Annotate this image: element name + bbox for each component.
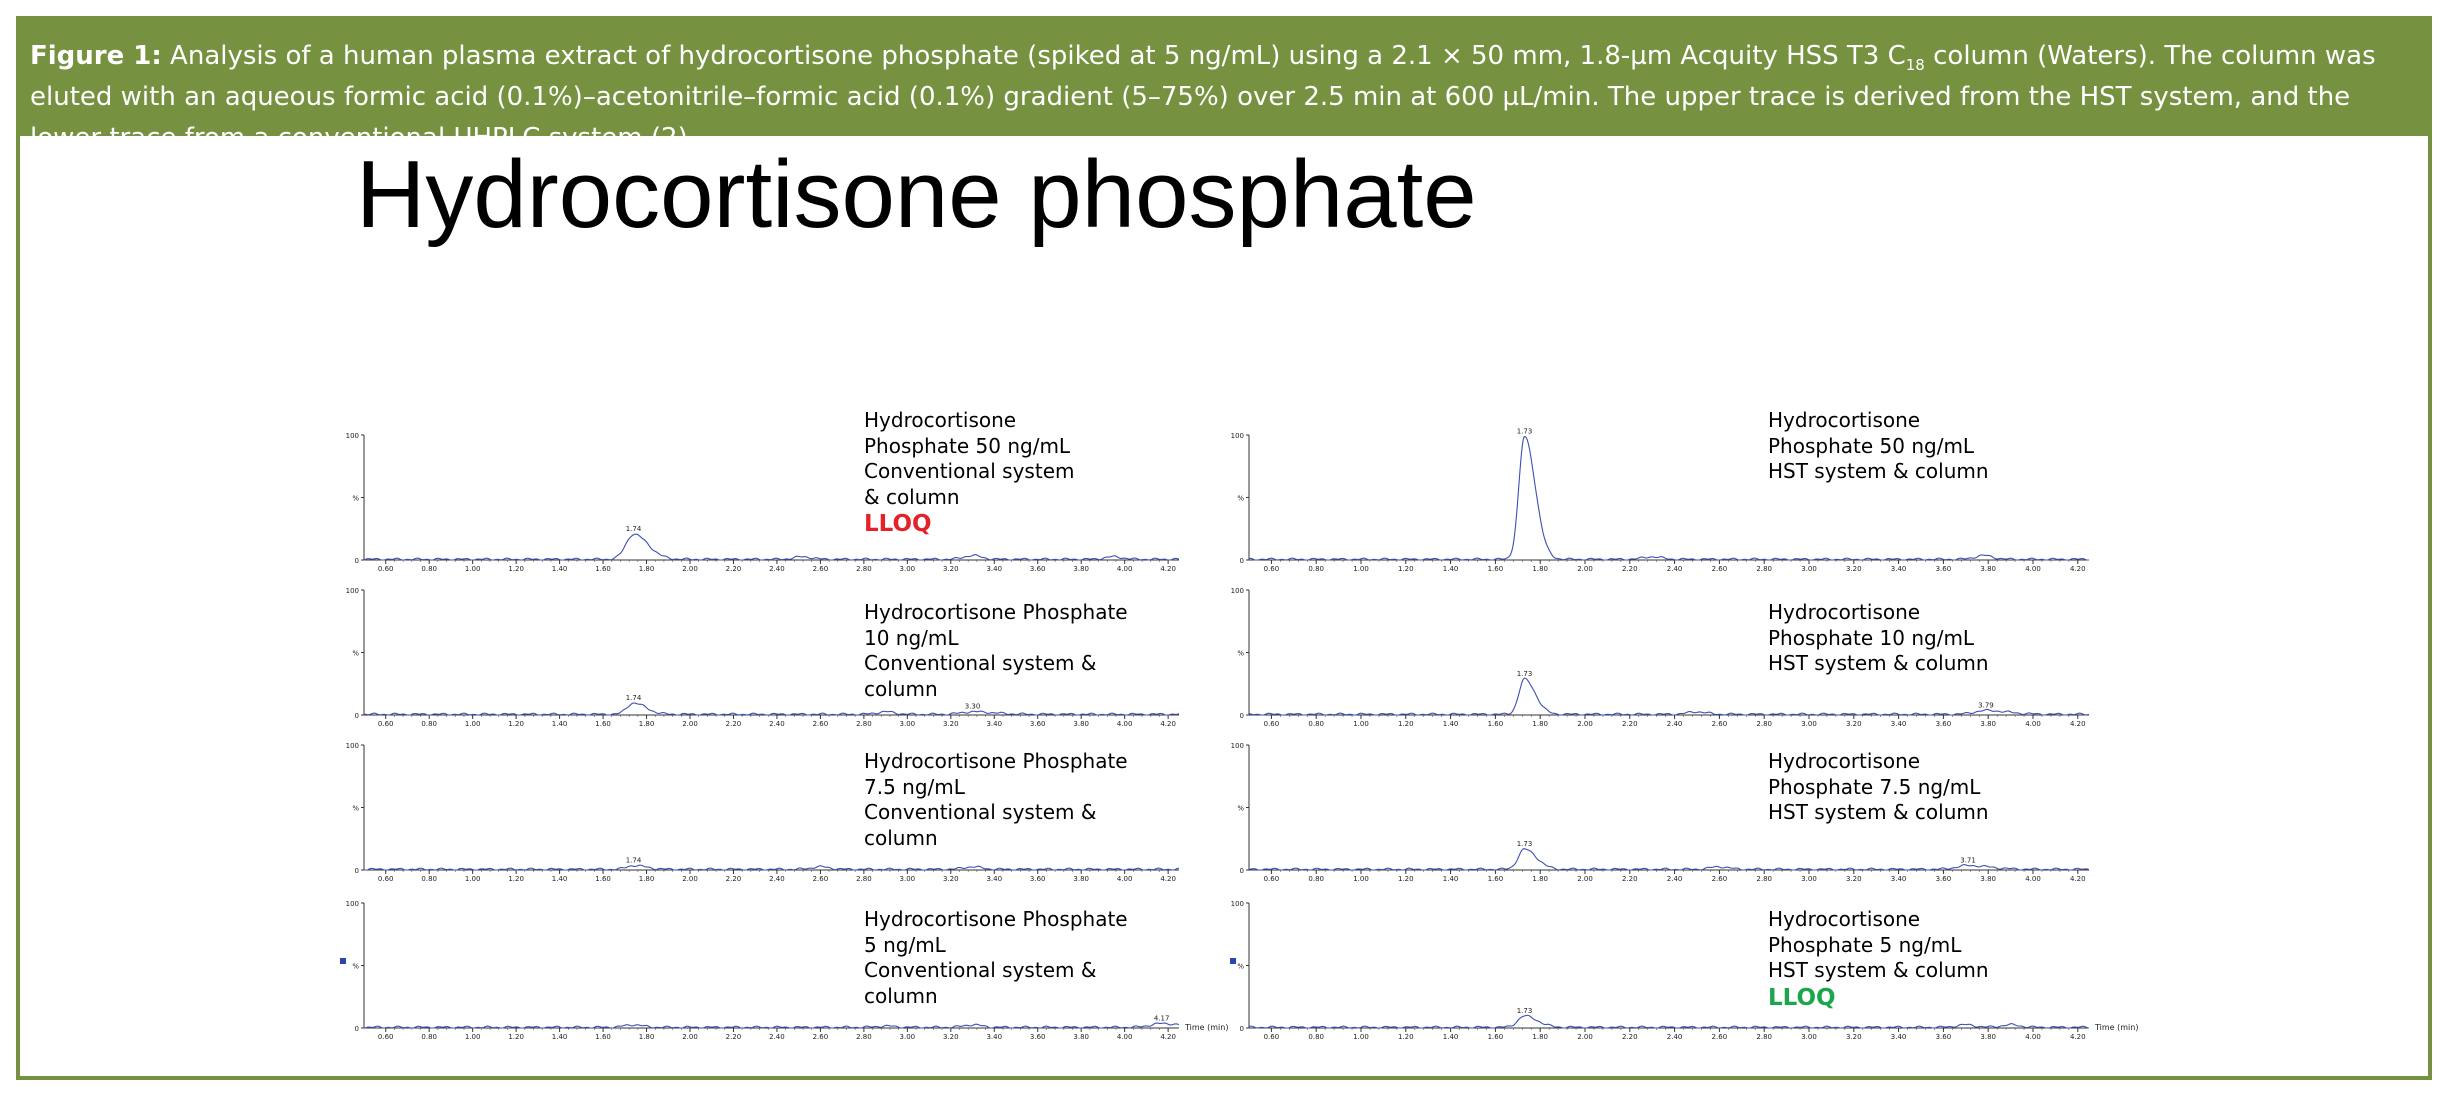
x-tick-label: 3.00: [899, 565, 916, 573]
x-tick-label: 2.00: [1577, 875, 1593, 883]
peak-label: 3.71: [1960, 856, 1976, 865]
x-tick-label: 4.00: [1116, 720, 1133, 728]
x-tick-label: 2.20: [725, 1033, 742, 1041]
x-tick-label: 2.80: [1756, 1033, 1772, 1041]
peak-label: 1.73: [1516, 840, 1533, 848]
x-tick-label: 0.80: [421, 720, 437, 728]
chromatogram-trace: [364, 1023, 1179, 1028]
chromatogram-trace: [1249, 678, 2089, 715]
x-tick-label: 3.60: [1935, 1033, 1952, 1041]
panel-label-line: Phosphate 7.5 ng/mL: [1768, 774, 1981, 799]
panel-label-line: Hydrocortisone Phosphate: [864, 600, 1128, 624]
chromatogram-trace: [1249, 1015, 2089, 1028]
panel-label-line: & column: [864, 484, 960, 509]
y-tick-label: 100: [345, 900, 359, 908]
x-tick-label: 3.60: [1029, 565, 1046, 573]
x-tick-label: 1.20: [1398, 875, 1414, 883]
x-tick-label: 3.40: [1890, 1033, 1907, 1041]
figure-title: Hydrocortisone phosphate: [356, 141, 1477, 248]
caption-label: Figure 1:: [30, 41, 162, 71]
panel-label-line: Hydrocortisone: [1768, 600, 1921, 624]
chromatogram-trace: [364, 534, 1179, 560]
x-tick-label: 4.20: [2070, 565, 2086, 573]
y-tick-label: %: [352, 962, 359, 971]
chromatogram-trace: [364, 703, 1179, 715]
panel-label-line: Phosphate 50 ng/mL: [1768, 433, 1975, 458]
x-tick-label: 2.00: [682, 875, 698, 883]
x-tick-label: 1.20: [508, 565, 524, 573]
x-tick-label: 3.20: [943, 565, 959, 573]
y-tick-label: %: [352, 494, 359, 503]
y-tick-label: 100: [345, 742, 359, 750]
x-tick-label: 1.00: [1353, 720, 1369, 728]
x-tick-label: 0.60: [1263, 1033, 1280, 1041]
x-tick-label: 4.20: [2070, 875, 2086, 883]
y-tick-label: 100: [1230, 742, 1244, 750]
peak-label: 1.73: [1516, 670, 1533, 678]
x-tick-label: 1.80: [1532, 565, 1548, 573]
x-tick-label: 2.40: [769, 720, 785, 728]
y-tick-label: 0: [354, 557, 359, 565]
x-tick-label: 2.60: [1711, 1033, 1728, 1041]
x-tick-label: 1.60: [595, 565, 611, 573]
x-tick-label: 2.60: [1711, 720, 1728, 728]
x-tick-label: 2.60: [812, 565, 829, 573]
x-tick-label: 4.20: [1160, 875, 1176, 883]
x-tick-label: 3.80: [1073, 720, 1089, 728]
panel-label-6: [1768, 749, 2088, 826]
x-tick-label: 2.60: [812, 720, 829, 728]
x-tick-label: 2.20: [1622, 720, 1638, 728]
x-tick-label: 3.00: [1801, 565, 1817, 573]
panel-label-line: HST system & column: [1768, 958, 1989, 982]
x-tick-label: 3.60: [1029, 875, 1046, 883]
panel-label-line: HST system & column: [1768, 800, 1989, 824]
panel-label-line: Phosphate 50 ng/mL: [864, 433, 1071, 458]
x-tick-label: 3.40: [986, 565, 1003, 573]
x-tick-label: 3.60: [1935, 875, 1952, 883]
x-tick-label: 0.60: [377, 1033, 394, 1041]
x-tick-label: 3.60: [1029, 1033, 1046, 1041]
x-tick-label: 4.20: [1160, 565, 1176, 573]
x-tick-label: 3.40: [986, 1033, 1003, 1041]
panel-label-line: Conventional system &: [864, 800, 1097, 824]
caption-subscript: 18: [1905, 56, 1925, 75]
x-tick-label: 2.20: [725, 565, 742, 573]
x-tick-label: 3.20: [943, 875, 959, 883]
x-tick-label: 0.80: [1308, 1033, 1324, 1041]
x-tick-label: 3.40: [986, 875, 1003, 883]
x-tick-label: 1.20: [1398, 1033, 1414, 1041]
panel-label-line: Hydrocortisone: [1768, 408, 1921, 432]
y-tick-label: %: [1237, 494, 1244, 503]
x-tick-label: 1.80: [638, 1033, 655, 1041]
panel-label-line: HST system & column: [1768, 651, 1989, 675]
caption-text-a: Analysis of a human plasma extract of hydrocortisone phosphate (spiked at 5 ng/mL) using a 2.1 × 50 mm, 1.8-µm Acquity HSS T3 C: [161, 41, 1906, 71]
x-tick-label: 0.60: [1263, 875, 1280, 883]
panel-label-1: [864, 408, 1184, 538]
x-tick-label: 3.80: [1980, 875, 1996, 883]
x-tick-label: 2.20: [1622, 875, 1638, 883]
x-tick-label: 3.80: [1073, 565, 1089, 573]
trace-marker: [1230, 958, 1236, 964]
x-tick-label: 2.20: [1622, 1033, 1638, 1041]
panel-label-line: Hydrocortisone: [1768, 749, 1921, 773]
x-tick-label: 1.40: [1442, 875, 1459, 883]
x-tick-label: 1.80: [1532, 875, 1548, 883]
x-tick-label: 3.20: [943, 1033, 959, 1041]
x-tick-label: 1.80: [638, 720, 655, 728]
x-tick-label: 4.20: [1160, 1033, 1176, 1041]
x-tick-label: 2.00: [1577, 565, 1593, 573]
x-tick-label: 2.80: [1756, 565, 1772, 573]
x-tick-label: 3.20: [1846, 1033, 1862, 1041]
x-tick-label: 1.20: [508, 875, 524, 883]
x-tick-label: 1.80: [638, 875, 655, 883]
panel-label-line: column: [864, 825, 938, 850]
x-tick-label: 1.40: [1442, 1033, 1459, 1041]
x-tick-label: 0.80: [1308, 720, 1324, 728]
x-tick-label: 3.20: [1846, 875, 1862, 883]
y-tick-label: %: [352, 804, 359, 813]
x-tick-label: 2.60: [812, 1033, 829, 1041]
y-tick-label: %: [1237, 649, 1244, 658]
x-tick-label: 1.60: [595, 1033, 611, 1041]
panel-label-4: [1768, 600, 2088, 677]
x-tick-label: 3.40: [1890, 565, 1907, 573]
x-tick-label: 2.20: [1622, 565, 1638, 573]
panel-label-line: 5 ng/mL: [864, 932, 946, 957]
x-tick-label: 1.60: [1487, 720, 1504, 728]
x-tick-label: 4.00: [1116, 1033, 1133, 1041]
y-tick-label: %: [1237, 804, 1244, 813]
x-tick-label: 1.00: [1353, 1033, 1369, 1041]
y-tick-label: 0: [354, 712, 359, 720]
x-tick-label: 2.80: [856, 720, 872, 728]
x-tick-label: 2.80: [856, 1033, 872, 1041]
x-tick-label: 1.40: [1442, 720, 1459, 728]
y-tick-label: 0: [1239, 867, 1244, 875]
x-tick-label: 2.80: [1756, 875, 1772, 883]
x-tick-label: 3.80: [1980, 1033, 1996, 1041]
x-tick-label: 2.00: [1577, 1033, 1593, 1041]
panel-label-line: 7.5 ng/mL: [864, 774, 965, 799]
x-tick-label: 2.20: [725, 720, 742, 728]
panel-label-line: Conventional system &: [864, 958, 1097, 982]
x-tick-label: 2.40: [769, 1033, 785, 1041]
panel-label-line: Conventional system &: [864, 651, 1097, 675]
panel-label-line: Hydrocortisone: [1768, 907, 1921, 931]
x-tick-label: 0.60: [377, 720, 394, 728]
x-tick-label: 2.60: [1711, 565, 1728, 573]
x-tick-label: 1.20: [1398, 720, 1414, 728]
panel-label-7: [864, 907, 1184, 1009]
y-tick-label: 100: [1230, 587, 1244, 595]
x-tick-label: 3.00: [899, 875, 916, 883]
x-tick-label: 2.00: [682, 720, 698, 728]
x-tick-label: 2.40: [769, 875, 785, 883]
x-tick-label: 2.80: [1756, 720, 1772, 728]
y-tick-label: 100: [345, 587, 359, 595]
x-tick-label: 1.20: [1398, 565, 1414, 573]
x-tick-label: 2.80: [856, 565, 872, 573]
panel-label-line: Hydrocortisone Phosphate: [864, 749, 1128, 773]
x-tick-label: 3.40: [1890, 720, 1907, 728]
x-tick-label: 0.80: [1308, 875, 1324, 883]
x-tick-label: 1.40: [1442, 565, 1459, 573]
chromatogram-trace: [364, 865, 1179, 870]
x-tick-label: 2.60: [1711, 875, 1728, 883]
x-tick-label: 0.80: [421, 565, 437, 573]
x-tick-label: 3.80: [1073, 875, 1089, 883]
x-tick-label: 0.80: [421, 1033, 437, 1041]
x-tick-label: 3.20: [943, 720, 959, 728]
x-tick-label: 3.60: [1935, 565, 1952, 573]
x-tick-label: 4.00: [1116, 565, 1133, 573]
x-tick-label: 3.80: [1980, 565, 1996, 573]
x-tick-label: 1.60: [595, 875, 611, 883]
x-tick-label: 2.00: [682, 565, 698, 573]
x-tick-label: 1.00: [1353, 875, 1369, 883]
x-tick-label: 2.40: [1666, 875, 1683, 883]
panel-label-5: [864, 749, 1184, 851]
x-tick-label: 1.40: [551, 875, 568, 883]
x-tick-label: 1.00: [464, 1033, 481, 1041]
panel-label-line: 10 ng/mL: [864, 625, 959, 650]
panel-label-line: Phosphate 5 ng/mL: [1768, 932, 1962, 957]
x-tick-label: 3.00: [1801, 875, 1817, 883]
x-tick-label: 3.00: [1801, 1033, 1817, 1041]
peak-label: 1.74: [625, 856, 642, 865]
x-tick-label: 4.20: [1160, 720, 1176, 728]
x-tick-label: 3.60: [1029, 720, 1046, 728]
figure-caption: [20, 20, 2428, 153]
x-tick-label: 0.80: [421, 875, 437, 883]
x-tick-label: 0.60: [377, 875, 394, 883]
y-tick-label: 100: [1230, 432, 1244, 440]
panel-label-line: Phosphate 10 ng/mL: [1768, 625, 1975, 650]
x-tick-label: 4.20: [2070, 1033, 2086, 1041]
x-tick-label: 2.40: [1666, 720, 1683, 728]
caption-text-b: column (Waters). The column was eluted with an aqueous formic acid (0.1%)–acetonitrile–formic acid (0.1%) gradient (5–75%) over 2.5 min at 600 µL/min. The upper trace is derived from the HST system, and the lower trace from a conventional UHPLC system (2).: [30, 41, 2376, 153]
x-tick-label: 3.00: [899, 720, 916, 728]
panel-label-line: Conventional system: [864, 459, 1075, 483]
y-tick-label: 0: [1239, 712, 1244, 720]
y-tick-label: %: [1237, 962, 1244, 971]
x-tick-label: 3.80: [1980, 720, 1996, 728]
x-tick-label: 2.00: [682, 1033, 698, 1041]
x-tick-label: 1.80: [638, 565, 655, 573]
x-tick-label: 1.20: [508, 720, 524, 728]
x-tick-label: 1.20: [508, 1033, 524, 1041]
x-tick-label: 3.40: [1890, 875, 1907, 883]
x-tick-label: 1.60: [595, 720, 611, 728]
x-tick-label: 1.40: [551, 565, 568, 573]
x-axis-title: Time (min): [2095, 1023, 2139, 1032]
x-tick-label: 1.40: [551, 720, 568, 728]
panel-label-line: Hydrocortisone Phosphate: [864, 907, 1128, 931]
x-tick-label: 4.20: [2070, 720, 2086, 728]
x-tick-label: 0.60: [1263, 565, 1280, 573]
x-tick-label: 2.40: [1666, 1033, 1683, 1041]
panel-label-2: [1768, 408, 2088, 485]
x-tick-label: 1.80: [1532, 720, 1548, 728]
x-tick-label: 2.00: [1577, 720, 1593, 728]
x-tick-label: 1.60: [1487, 875, 1504, 883]
x-tick-label: 2.40: [1666, 565, 1683, 573]
x-tick-label: 1.00: [1353, 565, 1369, 573]
x-tick-label: 0.60: [1263, 720, 1280, 728]
y-tick-label: 0: [354, 1025, 359, 1033]
y-tick-label: 0: [1239, 557, 1244, 565]
x-tick-label: 1.60: [1487, 565, 1504, 573]
x-tick-label: 4.00: [2025, 720, 2041, 728]
x-tick-label: 3.00: [1801, 720, 1817, 728]
peak-label: 1.73: [1516, 427, 1533, 436]
x-tick-label: 1.00: [464, 875, 481, 883]
x-tick-label: 1.40: [551, 1033, 568, 1041]
trace-marker: [340, 958, 346, 964]
x-tick-label: 3.20: [1846, 565, 1862, 573]
x-axis-title: Time (min): [1185, 1023, 1229, 1032]
panel-label-3: [864, 600, 1184, 702]
x-tick-label: 1.00: [464, 565, 481, 573]
x-tick-label: 3.60: [1935, 720, 1952, 728]
x-tick-label: 4.00: [2025, 875, 2041, 883]
y-tick-label: 0: [354, 867, 359, 875]
x-tick-label: 2.60: [812, 875, 829, 883]
y-tick-label: %: [352, 649, 359, 658]
x-tick-label: 1.80: [1532, 1033, 1548, 1041]
x-tick-label: 1.60: [1487, 1033, 1504, 1041]
x-tick-label: 4.00: [1116, 875, 1133, 883]
x-tick-label: 4.00: [2025, 565, 2041, 573]
y-tick-label: 100: [345, 432, 359, 440]
panel-label-8: [1768, 907, 2088, 1011]
panel-label-line: Hydrocortisone: [864, 408, 1017, 432]
x-tick-label: 0.60: [377, 565, 394, 573]
x-tick-label: 4.00: [2025, 1033, 2041, 1041]
panel-label-line: column: [864, 676, 938, 701]
x-tick-label: 3.80: [1073, 1033, 1089, 1041]
x-tick-label: 3.00: [899, 1033, 916, 1041]
panel-label-line: column: [864, 983, 938, 1008]
y-tick-label: 0: [1239, 1025, 1244, 1033]
lloq-label: LLOQ: [1768, 984, 1836, 1011]
panel-label-line: HST system & column: [1768, 459, 1989, 483]
peak-label: 1.74: [625, 693, 642, 702]
x-tick-label: 2.40: [769, 565, 785, 573]
x-tick-label: 1.00: [464, 720, 481, 728]
peak-label: 4.17: [1153, 1014, 1170, 1023]
peak-label: 3.79: [1978, 701, 1994, 710]
x-tick-label: 0.80: [1308, 565, 1324, 573]
peak-label: 1.73: [1516, 1006, 1533, 1015]
peak-label: 1.74: [625, 525, 642, 533]
x-tick-label: 3.40: [986, 720, 1003, 728]
x-tick-label: 2.80: [856, 875, 872, 883]
x-tick-label: 2.20: [725, 875, 742, 883]
peak-label: 3.30: [964, 702, 981, 711]
y-tick-label: 100: [1230, 900, 1244, 908]
lloq-label: LLOQ: [864, 511, 932, 537]
x-tick-label: 3.20: [1846, 720, 1862, 728]
